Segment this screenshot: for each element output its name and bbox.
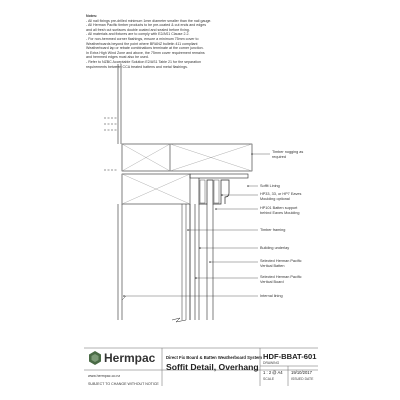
scale-value: 1 : 2 @ A4 [263, 370, 283, 375]
subject-to-change: SUBJECT TO CHANGE WITHOUT NOTICE [88, 382, 159, 386]
callout-vertical-board: Selected Herman Pacific Vertical Board [260, 275, 302, 284]
note-line: - Refer to NZBC Acceptable Solution E2/AS1 Table 21 for the separation [86, 59, 201, 64]
callout-timber-nogging: Timber nogging as required [272, 150, 304, 159]
drawing-title: Soffit Detail, Overhang [166, 362, 259, 372]
brand-name: Hermpac [104, 351, 156, 365]
drawing-label: DRAWING [263, 361, 280, 365]
note-line: Weatherboards beyond the point where BRANZ bulletin 411 compliant [86, 41, 198, 46]
note-line: - All Herman Pacific timber products to be pre-coated & cut ends and edges [86, 23, 207, 28]
callout-soffit-lining: Soffit Lining [260, 184, 280, 188]
note-line: - All nail fixings pre-drilled minimum 1mm diameter smaller than the nail gauge. [86, 18, 212, 23]
callout-batten-support: HP101 Batten support behind Eaves Moulding [260, 206, 300, 215]
batten-support [214, 180, 219, 203]
hermpac-logo-icon [89, 351, 101, 365]
note-line: - All materials and fixtures are to comply with E2/AS1 Clause 2.2. [86, 32, 190, 37]
note-line: and all fresh cut surfaces double coated and sealed before fixing. [86, 27, 190, 32]
callout-eaves-moulding: HP33, 33, or HP7 Eaves Moulding optional [260, 192, 302, 201]
note-line: requirements between CCA treated battens and metal flashings. [86, 64, 188, 69]
note-line: - For non-hemmed corner flashings, ensure a minimum 75mm cover to [86, 36, 199, 41]
break-symbol [172, 318, 186, 322]
callout-timber-framing: Timber framing [260, 228, 286, 232]
note-line: In Extra High Wind Zone and above, the 75mm cover requirement remains [86, 50, 205, 55]
project-name: Direct Fix Board & Batten Weatherboard System [166, 355, 263, 360]
notes-heading: Notes: [86, 14, 98, 18]
soffit-lining [190, 174, 248, 178]
note-line: and hemmed edges must also be used. [86, 55, 149, 60]
issued-date-value: 19/10/2017 [291, 370, 312, 375]
batten-support [200, 180, 205, 203]
callout-internal-lining: Internal lining [260, 294, 283, 298]
brand-url: www.hermpac.co.nz [88, 374, 121, 378]
callout-building-underlay: Building underlay [260, 246, 290, 250]
note-line: Weatherboard lap or rebate combinations terminate at the corner junction. [86, 46, 204, 51]
drawing-number: HDF-BBAT-601 [263, 352, 317, 361]
timber-nogging-upper [122, 144, 252, 171]
callout-vertical-batten: Selected Herman Pacific Vertical Batten [260, 259, 302, 268]
scale-label: SCALE [263, 377, 275, 381]
issued-date-label: ISSUED DATE [291, 377, 314, 381]
